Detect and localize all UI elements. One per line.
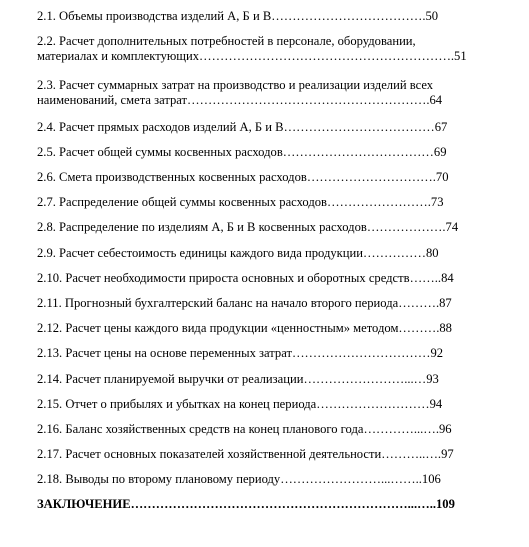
toc-entry-text: 2.2. Расчет дополнительных потребностей в персонале, оборудовании, — [37, 34, 416, 48]
toc-entry-text: 2.8. Распределение по изделиям А, Б и В косвенных расходов……………….74 — [37, 220, 459, 234]
toc-entry-conclusion — [37, 497, 502, 512]
toc-entry — [37, 321, 502, 336]
toc-entry-text: 2.1. Объемы производства изделий А, Б и В……………………………….50 — [37, 9, 439, 23]
toc-entry-text: ЗАКЛЮЧЕНИЕ…………………………………………………………...…..109 — [37, 497, 455, 511]
toc-entry — [37, 170, 502, 185]
toc-entry-text: материалах и комплектующих…………………………………………………….51 — [37, 49, 467, 63]
toc-entry — [37, 246, 502, 261]
toc-entry-text: наименований, смета затрат………………………………………………….64 — [37, 93, 443, 107]
toc-entry — [37, 78, 502, 108]
toc-entry — [37, 472, 502, 487]
toc-entry — [37, 296, 502, 311]
toc-entry-text: 2.18. Выводы по второму плановому периоду……………………...……..106 — [37, 472, 441, 486]
toc-entry-text: 2.16. Баланс хозяйственных средств на конец планового года…………...….96 — [37, 422, 452, 436]
toc-entry — [37, 145, 502, 160]
toc-entry-text: 2.10. Расчет необходимости прироста основных и оборотных средств……..84 — [37, 271, 454, 285]
toc-entry — [37, 34, 502, 64]
toc-entry-text: 2.5. Расчет общей суммы косвенных расходов………………………………69 — [37, 145, 447, 159]
toc-entry — [37, 120, 502, 135]
toc-entry — [37, 422, 502, 437]
toc-entry-text: 2.11. Прогнозный бухгалтерский баланс на начало второго периода……….87 — [37, 296, 452, 310]
toc-entry-text: 2.13. Расчет цены на основе переменных затрат……………………………92 — [37, 346, 444, 360]
toc-entry — [37, 346, 502, 361]
toc-entry-text: 2.9. Расчет себестоимость единицы каждого вида продукции……………80 — [37, 246, 439, 260]
toc-entry — [37, 9, 502, 24]
toc-entry-text: 2.3. Расчет суммарных затрат на производство и реализации изделий всех — [37, 78, 434, 92]
toc-entry — [37, 271, 502, 286]
toc-entry — [37, 195, 502, 210]
toc-entry — [37, 220, 502, 235]
toc-entry-text: 2.6. Смета производственных косвенных расходов………………………….70 — [37, 170, 449, 184]
toc-entry-text: 2.12. Расчет цены каждого вида продукции «ценностным» методом……….88 — [37, 321, 452, 335]
toc-entry-text: 2.14. Расчет планируемой выручки от реализации……………………...…93 — [37, 372, 439, 386]
toc-entry-text: 2.17. Расчет основных показателей хозяйственной деятельности………..….97 — [37, 447, 454, 461]
toc-entry-text: 2.15. Отчет о прибылях и убытках на конец периода………………………94 — [37, 397, 443, 411]
toc-entry — [37, 372, 502, 387]
toc-entry — [37, 447, 502, 462]
toc-entry-text: 2.4. Расчет прямых расходов изделий А, Б и В………………………………67 — [37, 120, 448, 134]
toc-entry-text: 2.7. Распределение общей суммы косвенных расходов…………………….73 — [37, 195, 444, 209]
toc-entry — [37, 397, 502, 412]
